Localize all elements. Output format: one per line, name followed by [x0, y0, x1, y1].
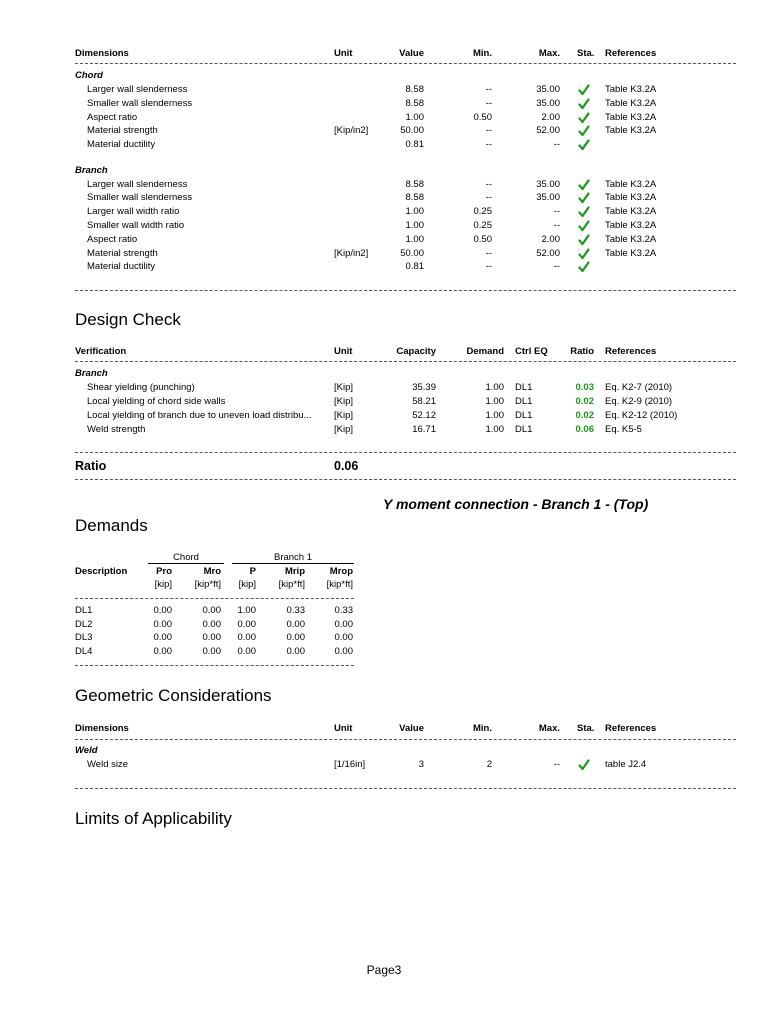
row-label: Larger wall width ratio — [87, 206, 180, 218]
header-max: Max. — [538, 48, 560, 59]
check-icon — [578, 124, 590, 136]
row-value: 0.00 — [202, 618, 221, 630]
row-value: 8.58 — [405, 97, 424, 109]
row-value: 0.00 — [286, 618, 305, 630]
row-label: Weld size — [87, 759, 129, 770]
row-unit: [Kip] — [334, 382, 354, 393]
row-unit: [1/16in] — [334, 759, 366, 770]
row-reference: Table K3.2A — [605, 97, 657, 109]
header-unit: Unit — [334, 346, 353, 357]
row-value: 0.00 — [286, 645, 305, 657]
check-icon — [578, 260, 590, 272]
column-header: Mrop — [329, 566, 353, 577]
header-dimensions: Dimensions — [75, 723, 129, 734]
check-icon — [578, 205, 590, 217]
row-reference: Table K3.2A — [605, 206, 657, 218]
header-sta: Sta. — [577, 723, 595, 734]
row-label: Aspect ratio — [87, 111, 138, 123]
row-demand: 1.00 — [485, 396, 504, 407]
row-unit: [Kip] — [334, 424, 354, 435]
row-unit: [Kip] — [334, 396, 354, 407]
row-label: Smaller wall width ratio — [87, 219, 185, 231]
group-underline — [148, 563, 224, 564]
header-min: Min. — [473, 48, 492, 59]
row-max: 35.00 — [536, 192, 560, 204]
row-ctrl-eq: DL1 — [515, 424, 533, 435]
column-unit: [kip] — [238, 579, 256, 590]
row-demand: 1.00 — [485, 382, 504, 393]
group-chord: Chord — [173, 552, 199, 563]
row-reference: Table K3.2A — [605, 233, 657, 245]
row-min: -- — [485, 97, 492, 109]
demands-title: Demands — [75, 516, 148, 535]
row-value: 0.00 — [286, 632, 305, 643]
row-reference: table J2.4 — [605, 759, 647, 770]
divider — [75, 788, 736, 789]
row-value: 1.00 — [405, 219, 424, 231]
row-ctrl-eq: DL1 — [515, 396, 533, 407]
row-min: -- — [485, 247, 492, 259]
row-max: -- — [553, 139, 560, 151]
header-ctrl-eq: Ctrl EQ — [515, 346, 548, 357]
row-value: 0.00 — [334, 618, 353, 630]
row-ctrl-eq: DL1 — [515, 410, 533, 421]
row-value: 0.00 — [237, 618, 256, 630]
row-value: 8.58 — [405, 178, 424, 190]
ratio-label: Ratio — [75, 459, 107, 473]
column-unit: [kip*ft] — [278, 579, 305, 590]
row-reference: Table K3.2A — [605, 125, 657, 137]
header-verification: Verification — [75, 346, 127, 357]
header-unit: Unit — [334, 723, 353, 734]
row-unit: [Kip/in2] — [334, 125, 369, 137]
row-unit: [Kip/in2] — [334, 247, 369, 259]
row-min: -- — [485, 84, 492, 95]
column-unit: [kip*ft] — [326, 579, 353, 590]
check-icon — [578, 138, 590, 150]
row-value: 3 — [418, 759, 424, 770]
row-value: 0.33 — [334, 605, 353, 616]
row-value: 0.33 — [286, 605, 305, 616]
row-value: 0.00 — [237, 645, 256, 657]
row-max: 35.00 — [536, 178, 560, 190]
header-description: Description — [75, 566, 128, 577]
row-reference: Table K3.2A — [605, 84, 657, 95]
row-min: 2 — [486, 759, 492, 770]
header-references: References — [605, 723, 657, 734]
row-value: 0.00 — [153, 618, 172, 630]
row-label: DL1 — [75, 605, 93, 616]
row-value: 1.00 — [405, 206, 424, 218]
row-label: Smaller wall slenderness — [87, 97, 193, 109]
row-value: 50.00 — [400, 125, 424, 137]
divider — [75, 63, 736, 64]
row-max: -- — [553, 219, 560, 231]
row-max: 52.00 — [536, 125, 560, 137]
row-label: Material ductility — [87, 139, 156, 151]
row-min: 0.50 — [473, 233, 492, 245]
geometric-title: Geometric Considerations — [75, 686, 272, 705]
row-capacity: 58.21 — [412, 396, 436, 407]
row-max: 2.00 — [541, 111, 560, 123]
row-value: 0.00 — [153, 645, 172, 657]
header-demand: Demand — [466, 346, 504, 357]
row-value: 1.00 — [237, 605, 256, 616]
design-check-title: Design Check — [75, 310, 181, 329]
row-reference: Table K3.2A — [605, 178, 657, 190]
row-max: 35.00 — [536, 84, 560, 95]
divider — [75, 361, 736, 362]
row-value: 0.00 — [334, 645, 353, 657]
row-min: 0.50 — [473, 111, 492, 123]
column-header: Mrip — [284, 566, 305, 577]
row-label: Material strength — [87, 247, 158, 259]
row-value: 1.00 — [405, 111, 424, 123]
divider — [75, 479, 736, 480]
row-value: 0.00 — [202, 632, 221, 643]
check-icon — [578, 111, 590, 123]
row-label: DL3 — [75, 632, 93, 643]
header-min: Min. — [473, 723, 492, 734]
row-reference: Table K3.2A — [605, 192, 657, 204]
row-reference: Table K3.2A — [605, 247, 657, 259]
header-unit: Unit — [334, 48, 353, 59]
header-value: Value — [399, 48, 424, 59]
row-label: Shear yielding (punching) — [87, 382, 195, 393]
row-capacity: 16.71 — [412, 424, 436, 435]
check-icon — [578, 97, 590, 109]
header-references: References — [605, 48, 657, 59]
row-min: 0.25 — [473, 206, 492, 218]
divider — [75, 739, 736, 740]
row-value: 0.00 — [237, 632, 256, 643]
row-label: DL4 — [75, 645, 93, 657]
row-value: 0.00 — [153, 605, 172, 616]
row-value: 50.00 — [400, 247, 424, 259]
row-label: Aspect ratio — [87, 233, 138, 245]
row-reference: Table K3.2A — [605, 219, 657, 231]
divider — [75, 452, 736, 453]
section-branch: Branch — [75, 165, 108, 176]
row-demand: 1.00 — [485, 424, 504, 435]
row-reference: Eq. K5-5 — [605, 424, 642, 435]
ratio-value: 0.06 — [334, 459, 359, 473]
row-value: 0.81 — [405, 139, 424, 151]
row-min: -- — [485, 261, 492, 273]
header-capacity: Capacity — [396, 346, 436, 357]
column-unit: [kip*ft] — [194, 579, 221, 590]
row-demand: 1.00 — [485, 410, 504, 421]
check-icon — [578, 83, 590, 95]
header-max: Max. — [538, 723, 560, 734]
row-label: Weld strength — [87, 424, 146, 435]
row-capacity: 52.12 — [412, 410, 436, 421]
check-icon — [578, 178, 590, 190]
row-ratio: 0.02 — [575, 396, 594, 407]
header-references: References — [605, 346, 657, 357]
row-reference: Table K3.2A — [605, 111, 657, 123]
section-weld: Weld — [75, 745, 98, 756]
row-value: 0.00 — [202, 605, 221, 616]
row-value: 8.58 — [405, 84, 424, 95]
row-label: DL2 — [75, 618, 93, 630]
header-dimensions: Dimensions — [75, 48, 129, 59]
row-value: 0.00 — [202, 645, 221, 657]
row-value: 8.58 — [405, 192, 424, 204]
row-max: 52.00 — [536, 247, 560, 259]
row-label: Material ductility — [87, 261, 156, 273]
section-chord: Chord — [75, 70, 103, 81]
divider — [75, 598, 354, 599]
header-ratio: Ratio — [570, 346, 594, 357]
row-unit: [Kip] — [334, 410, 354, 421]
section-branch: Branch — [75, 368, 108, 379]
connection-title: Y moment connection - Branch 1 - (Top) — [383, 496, 649, 512]
row-min: -- — [485, 125, 492, 137]
row-value: 0.00 — [153, 632, 172, 643]
page-number: Page3 — [366, 963, 402, 977]
limits-title: Limits of Applicability — [75, 809, 232, 828]
column-header: Mro — [203, 566, 221, 577]
divider — [75, 290, 736, 291]
row-min: -- — [485, 192, 492, 204]
column-unit: [kip] — [154, 579, 172, 590]
row-max: -- — [553, 206, 560, 218]
row-min: 0.25 — [473, 219, 492, 231]
header-value: Value — [399, 723, 424, 734]
row-max: 2.00 — [541, 233, 560, 245]
row-value: 0.00 — [334, 632, 353, 643]
row-label: Local yielding of branch due to uneven load distribu... — [87, 410, 312, 421]
group-underline — [232, 563, 354, 564]
row-label: Local yielding of chord side walls — [87, 396, 226, 407]
row-reference: Eq. K2-7 (2010) — [605, 382, 673, 393]
row-capacity: 35.39 — [412, 382, 436, 393]
row-max: 35.00 — [536, 97, 560, 109]
row-ratio: 0.02 — [575, 410, 594, 421]
group-branch: Branch 1 — [273, 552, 313, 563]
row-ctrl-eq: DL1 — [515, 382, 533, 393]
column-header: Pro — [156, 566, 172, 577]
row-min: -- — [485, 139, 492, 151]
divider — [75, 665, 354, 666]
row-max: -- — [553, 759, 560, 770]
row-value: 0.81 — [405, 261, 424, 273]
check-icon — [578, 758, 590, 770]
header-sta: Sta. — [577, 48, 595, 59]
row-min: -- — [485, 178, 492, 190]
check-icon — [578, 219, 590, 231]
row-label: Material strength — [87, 125, 158, 137]
row-ratio: 0.06 — [575, 424, 594, 435]
row-label: Smaller wall slenderness — [87, 192, 193, 204]
check-icon — [578, 247, 590, 259]
check-icon — [578, 233, 590, 245]
row-reference: Eq. K2-12 (2010) — [605, 410, 678, 421]
row-ratio: 0.03 — [575, 382, 594, 393]
row-value: 1.00 — [405, 233, 424, 245]
row-label: Larger wall slenderness — [87, 84, 188, 95]
row-label: Larger wall slenderness — [87, 178, 188, 190]
column-header: P — [249, 566, 256, 577]
row-reference: Eq. K2-9 (2010) — [605, 396, 673, 407]
row-max: -- — [553, 261, 560, 273]
check-icon — [578, 191, 590, 203]
